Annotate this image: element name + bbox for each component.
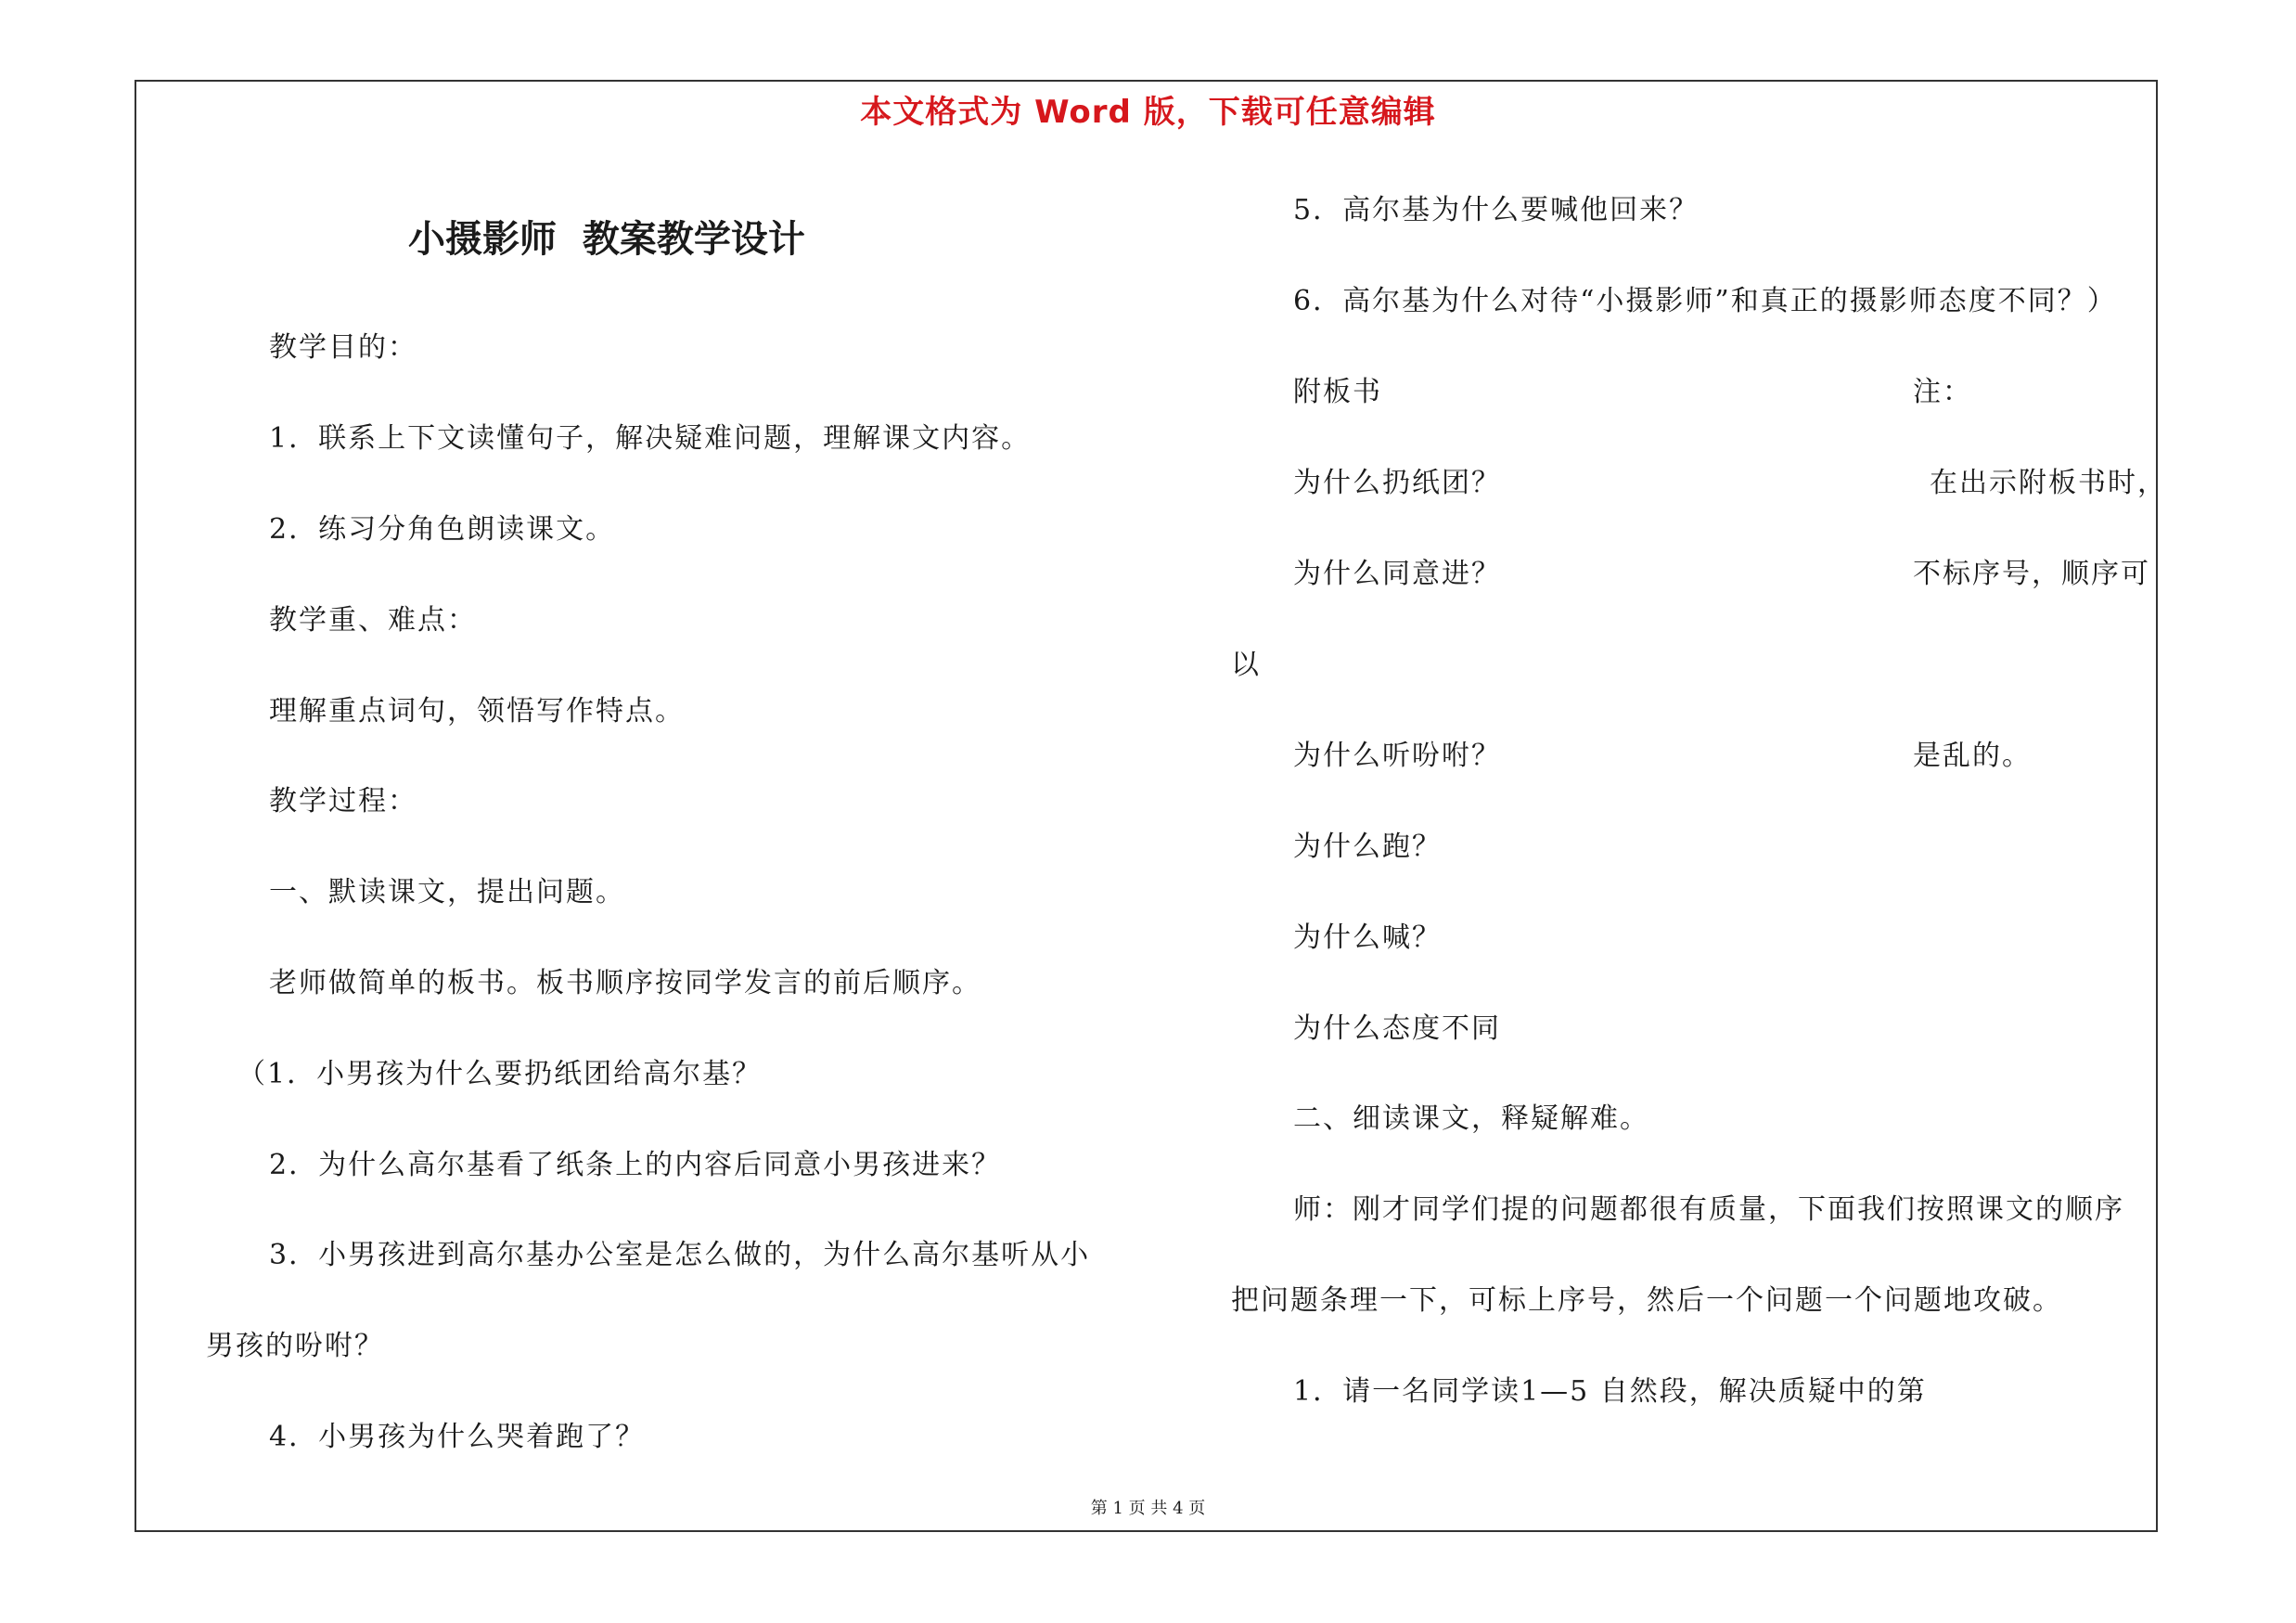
right-line: 为什么听吩咐？ <box>1293 740 1501 772</box>
left-line: 4．小男孩为什么哭着跑了？ <box>269 1421 646 1453</box>
left-line: （1．小男孩为什么要扔纸团给高尔基？ <box>237 1058 763 1090</box>
right-line: 为什么态度不同 <box>1293 1012 1501 1045</box>
left-line: 3．小男孩进到高尔基办公室是怎么做的，为什么高尔基听从小 <box>269 1239 1091 1271</box>
left-line: 2．为什么高尔基看了纸条上的内容后同意小男孩进来？ <box>269 1149 1002 1181</box>
right-line: 为什么跑？ <box>1293 831 1442 863</box>
side-note: 不标序号，顺序可 <box>1913 558 2150 590</box>
side-note: 是乱的。 <box>1913 740 2032 772</box>
right-line: 把问题条理一下，可标上序号，然后一个问题一个问题地攻破。 <box>1231 1284 2062 1317</box>
left-line: 理解重点词句，领悟写作特点。 <box>269 695 685 728</box>
header-banner: 本文格式为 Word 版，下载可任意编辑 <box>860 94 1436 131</box>
right-line: 为什么同意进？ <box>1293 558 1501 590</box>
right-line: 为什么喊？ <box>1293 921 1442 954</box>
right-line: 为什么扔纸团？ <box>1293 467 1501 499</box>
right-line: 师：刚才同学们提的问题都很有质量，下面我们按照课文的顺序 <box>1293 1193 2124 1226</box>
left-line: 教学过程： <box>269 785 417 818</box>
left-line: 2．练习分角色朗读课文。 <box>269 513 616 546</box>
right-line: 5．高尔基为什么要喊他回来？ <box>1293 194 1700 226</box>
left-line: 教学重、难点： <box>269 604 477 637</box>
right-line: 附板书 <box>1293 376 1382 408</box>
side-note: 注： <box>1913 376 1972 408</box>
left-line: 男孩的吩咐？ <box>206 1330 384 1362</box>
right-line: 二、细读课文，释疑解难。 <box>1293 1102 1649 1135</box>
right-line: 6．高尔基为什么对待“小摄影师”和真正的摄影师态度不同？） <box>1293 285 2117 317</box>
left-line: 1．联系上下文读懂句子，解决疑难问题，理解课文内容。 <box>269 422 1032 455</box>
left-line: 教学目的： <box>269 331 417 364</box>
right-line: 以 <box>1231 649 1261 681</box>
side-note: 在出示附板书时， <box>1930 467 2167 499</box>
document-title: 小摄影师 教案教学设计 <box>408 218 805 261</box>
right-line: 1．请一名同学读1—5 自然段，解决质疑中的第 <box>1293 1375 1927 1408</box>
page-footer: 第 1 页 共 4 页 <box>1090 1499 1206 1518</box>
left-line: 一、默读课文，提出问题。 <box>269 876 625 908</box>
left-line: 老师做简单的板书。板书顺序按同学发言的前后顺序。 <box>269 967 981 999</box>
